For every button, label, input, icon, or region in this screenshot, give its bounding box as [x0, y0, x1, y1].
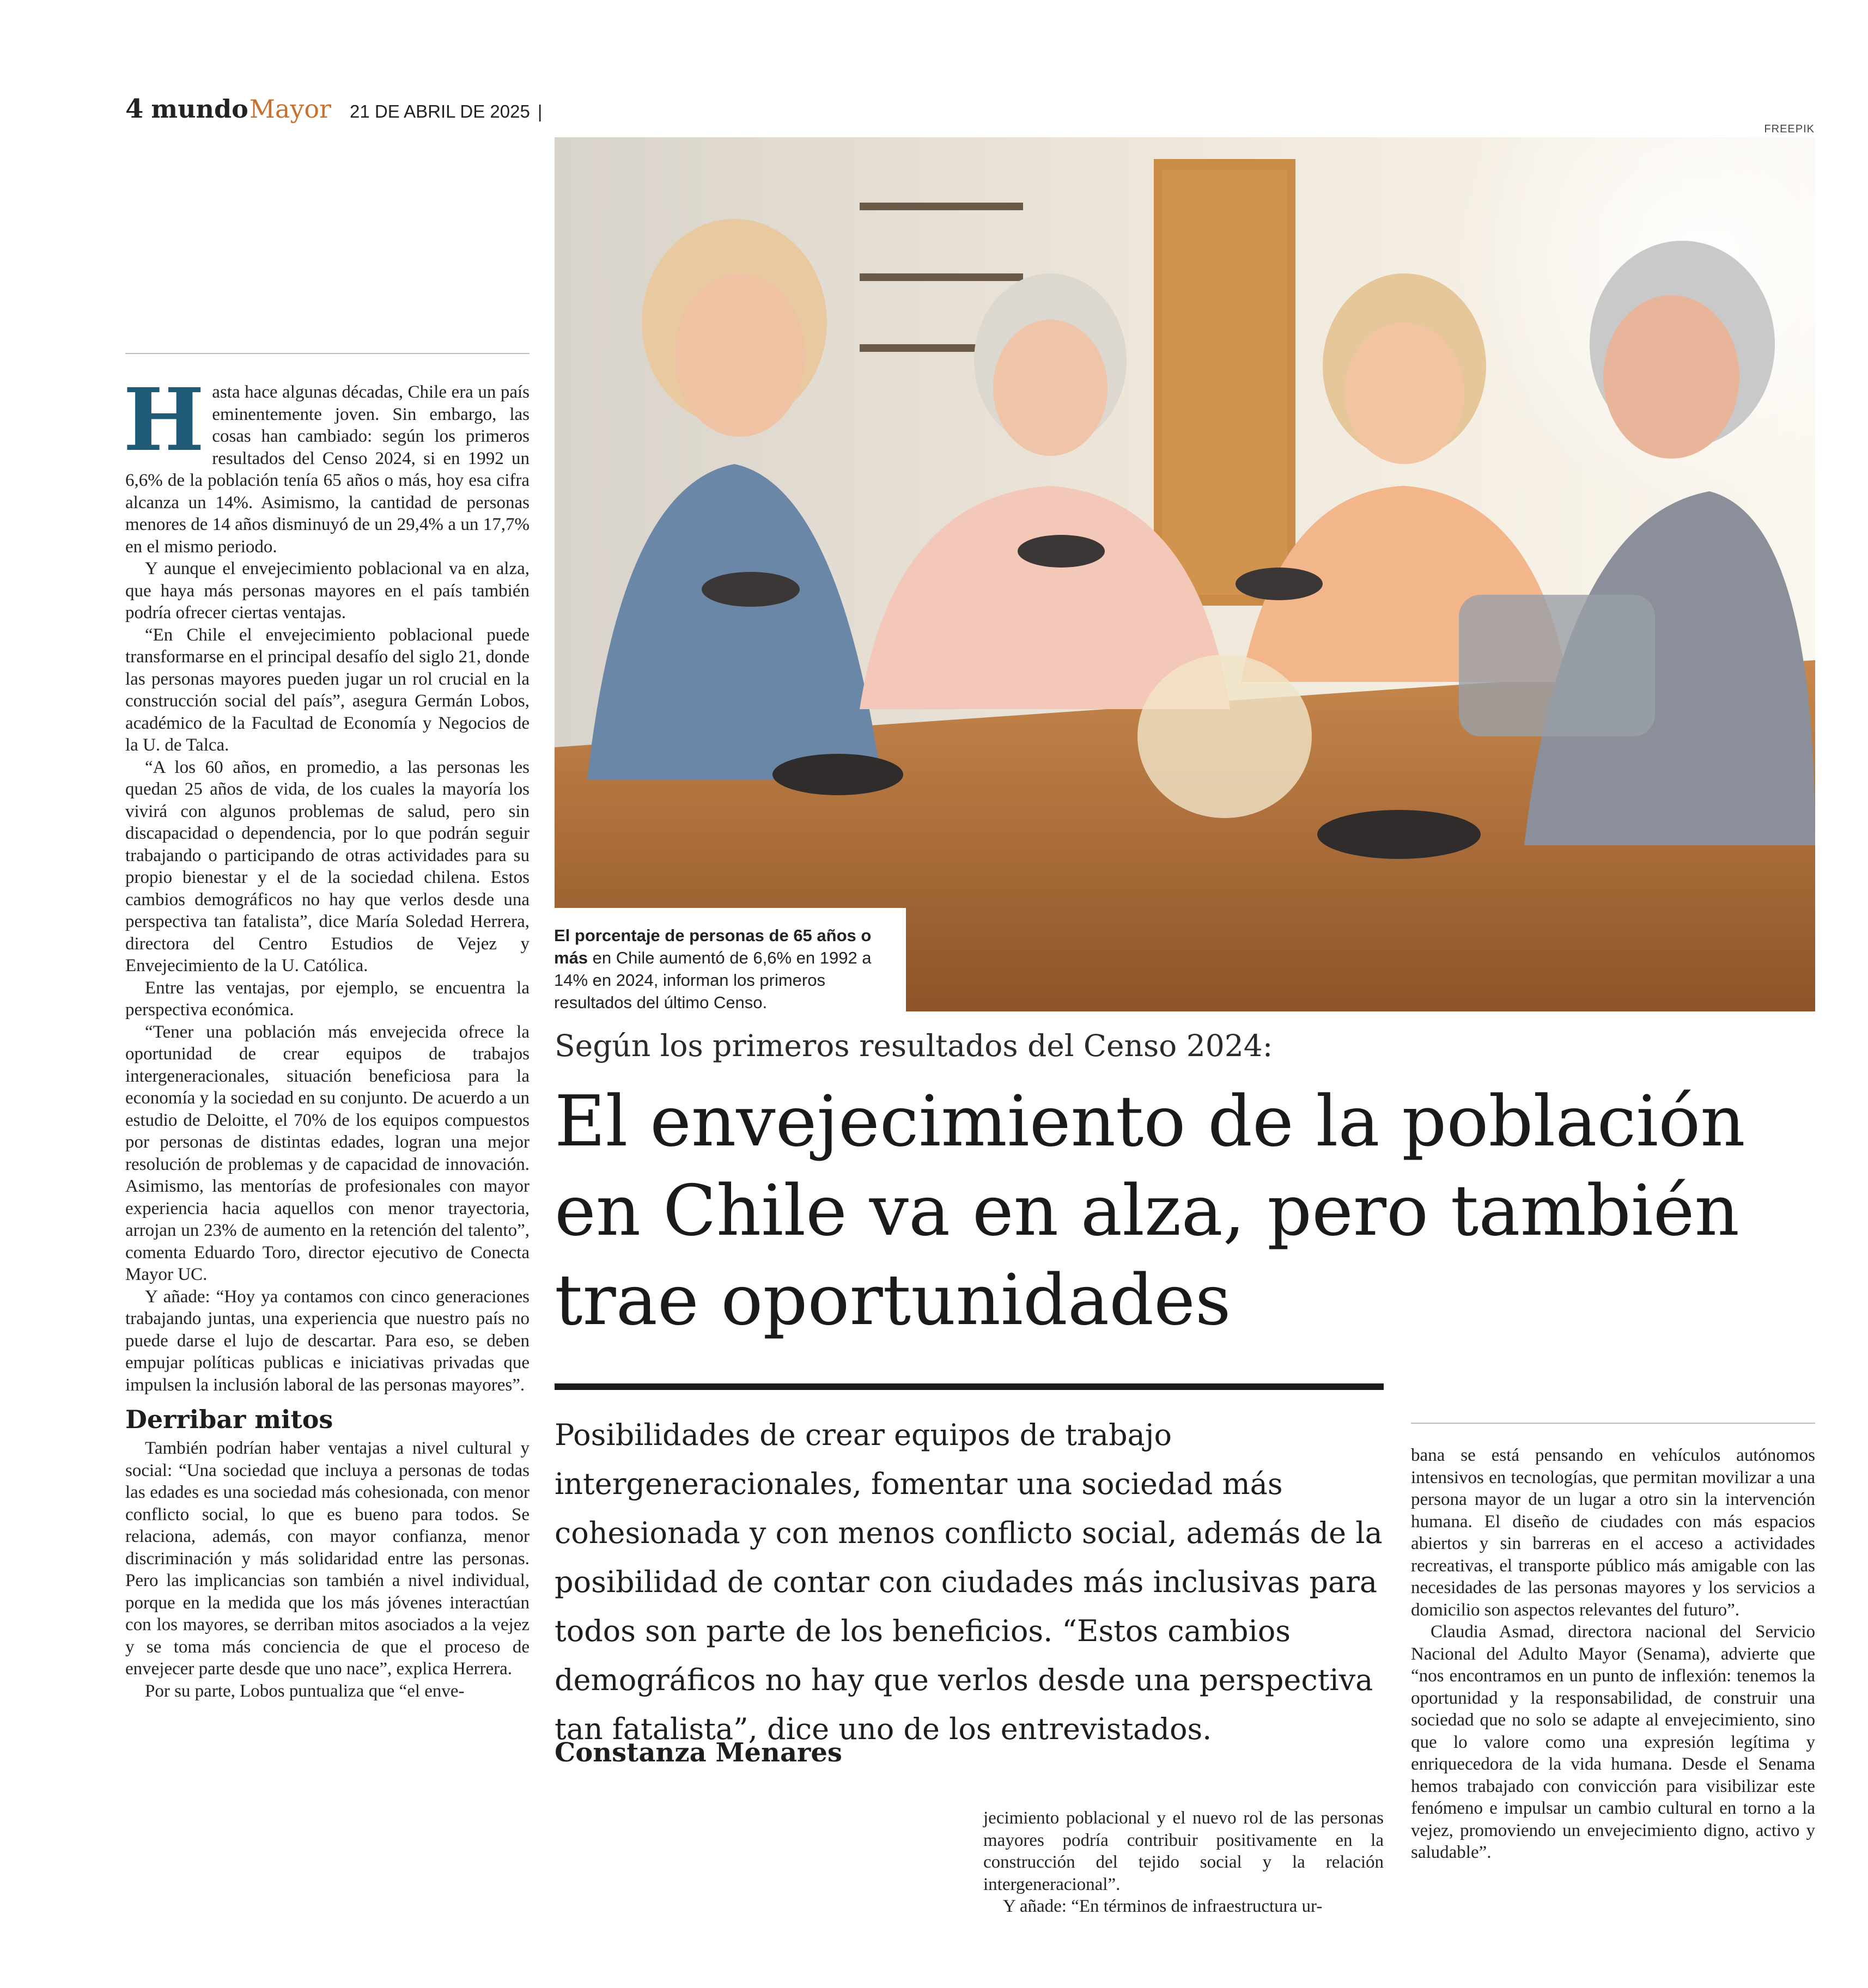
- body-paragraph: Claudia Asmad, directora nacional del Servicio Nacional del Adulto Mayor (Senama), advierte que “nos encontramos en un punto de inflexión: tenemos la oportunidad y la responsabilidad, de construir una sociedad que no solo se adapte al envejecimiento, sino que lo valore como una expresión legítima y enriquecedora de la vida humana. Desde el Senama hemos trabajado con convicción para visibilizar este fenómeno e impulsar un cambio cultural en torno a la vejez, promoviendo un envejecimiento digno, activo y saludable”.: [1411, 1622, 1815, 1862]
- page-number: 4: [125, 94, 144, 124]
- body-paragraph: Y añade: “En términos de infraestructura ur-: [1003, 1896, 1323, 1916]
- body-paragraph: “A los 60 años, en promedio, a las personas les quedan 25 años de vida, de los cuales la mayoría los vivirá con algunos problemas de salud, pero sin discapacidad o dependencia, por lo que podrán seguir trabajando o participando de otras actividades para su propio bienestar y el de la sociedad chilena. Estos cambios demográficos no hay que verlos desde una perspectiva tan fatalista”, dice María Soledad Herrera, directora del Centro Estudios de Vejez y Envejecimiento de la U. Católica.: [125, 757, 530, 975]
- drop-cap: H: [123, 370, 205, 471]
- body-paragraph: Y aunque el envejecimiento poblacional va en alza, que haya más personas mayores en el país también podría ofrecer ciertas ventajas.: [125, 559, 530, 623]
- body-paragraph: asta hace algunas décadas, Chile era un país eminentemente joven. Sin embargo, las cosas han cambiado: según los primeros resultados del Censo 2024, si en 1992 un 6,6% de la población tenía 65 años o más, hoy esa cifra alcanza un 14%. Asimismo, la cantidad de personas menores de 14 años disminuyó de un 29,4% a un 17,7% en el mismo periodo.: [125, 382, 530, 557]
- headline: El envejecimiento de la población en Chile va en alza, pero también trae oportunidades: [555, 1081, 1745, 1341]
- column-rule-left: [125, 353, 530, 354]
- body-paragraph: Por su parte, Lobos puntualiza que “el enve-: [145, 1681, 465, 1701]
- kicker: Según los primeros resultados del Censo 2024:: [555, 1028, 1273, 1063]
- body-paragraph: “Tener una población más envejecida ofrece la oportunidad de crear equipos de trabajos intergeneracionales, situación beneficiosa para la economía y la sociedad en su conjunto. De acuerdo a un estudio de Deloitte, el 70% de los equipos compuestos por personas de distintas edades, logran una mejor resolución de problemas y de capacidad de innovación. Asimismo, las mentorías de profesionales con mayor experiencia hacia aquellos con menor trayectoria, arrojan un 23% de aumento en la retención del talento”, comenta Eduardo Toro, director ejecutivo de Conecta Mayor UC.: [125, 1022, 530, 1284]
- left-column: [123, 370, 530, 1702]
- photo-credit: FREEPIK: [1764, 123, 1815, 135]
- caption-text: en Chile aumentó de 6,6% en 1992 a 14% en 2024, informan los primeros resultados del último Censo.: [554, 948, 872, 1012]
- headline-rule: [555, 1383, 1384, 1390]
- masthead-separator: |: [537, 101, 543, 121]
- section-brand-mayor: Mayor: [249, 94, 332, 124]
- photo-caption: [547, 908, 906, 1015]
- issue-date: 21 DE ABRIL DE 2025: [350, 101, 530, 121]
- byline: Constanza Menares: [555, 1737, 842, 1768]
- body-paragraph: Y añade: “Hoy ya contamos con cinco generaciones trabajando juntas, una experiencia que nuestro país no puede darse el lujo de descartar. Para eso, se deben empujar políticas publicas e iniciativas privadas que impulsen la inclusión laboral de las personas mayores”.: [125, 1286, 530, 1395]
- subheading: Derribar mitos: [125, 1405, 333, 1434]
- body-paragraph: “En Chile el envejecimiento poblacional puede transformarse en el principal desafío del siglo 21, donde las personas mayores pueden jugar un rol crucial en la construcción social del país”, asegura Germán Lobos, académico de la Facultad de Economía y Negocios de la U. de Talca.: [125, 625, 530, 755]
- body-paragraph: jecimiento poblacional y el nuevo rol de las personas mayores podría contribuir positivamente en la construcción del tejido social y la relación intergeneracional”.: [983, 1808, 1384, 1894]
- body-paragraph: bana se está pensando en vehículos autónomos intensivos en tecnologías, que permitan movilizar a una persona mayor de un lugar a otro sin la intervención humana. El diseño de ciudades con más espacios abiertos y sin barreras en el acceso a actividades recreativas, el transporte público más amigable con las necesidades de las personas mayores y los servicios a domicilio son aspectos relevantes del futuro”.: [1411, 1446, 1815, 1620]
- column-rule-right: [1411, 1423, 1815, 1424]
- masthead: [125, 94, 542, 126]
- article-photo: [555, 137, 1815, 1011]
- body-paragraph: También podrían haber ventajas a nivel cultural y social: “Una sociedad que incluya a personas de todas las edades es una sociedad más cohesionada, con menor conflicto social, lo que es bueno para todos. Se relaciona, además, con mayor confianza, menor discriminación y más solidaridad entre las personas. Pero las implicancias son también a nivel individual, porque en la medida que los más jóvenes interactúan con los mayores, se derriban mitos asociados a la vejez y se toma más conciencia de que el proceso de envejecer parte desde que uno nace”, explica Herrera.: [125, 1438, 530, 1679]
- middle-column: [983, 1807, 1384, 1918]
- right-column: [1411, 1444, 1815, 1864]
- caption-bold: El porcentaje de personas de 65 años o más: [554, 926, 872, 967]
- body-paragraph: Entre las ventajas, por ejemplo, se encuentra la perspectiva económica.: [125, 978, 530, 1020]
- section-brand-mundo: mundo: [151, 94, 248, 124]
- lede: Posibilidades de crear equipos de trabajo intergeneracionales, fomentar una sociedad más cohesionada y con menos conflicto social, además de la posibilidad de contar con ciudades más inclusivas para todos son parte de los beneficios. “Estos cambios demográficos no hay que verlos desde una perspectiva tan fatalista”, dice uno de los entrevistados.: [555, 1418, 1383, 1746]
